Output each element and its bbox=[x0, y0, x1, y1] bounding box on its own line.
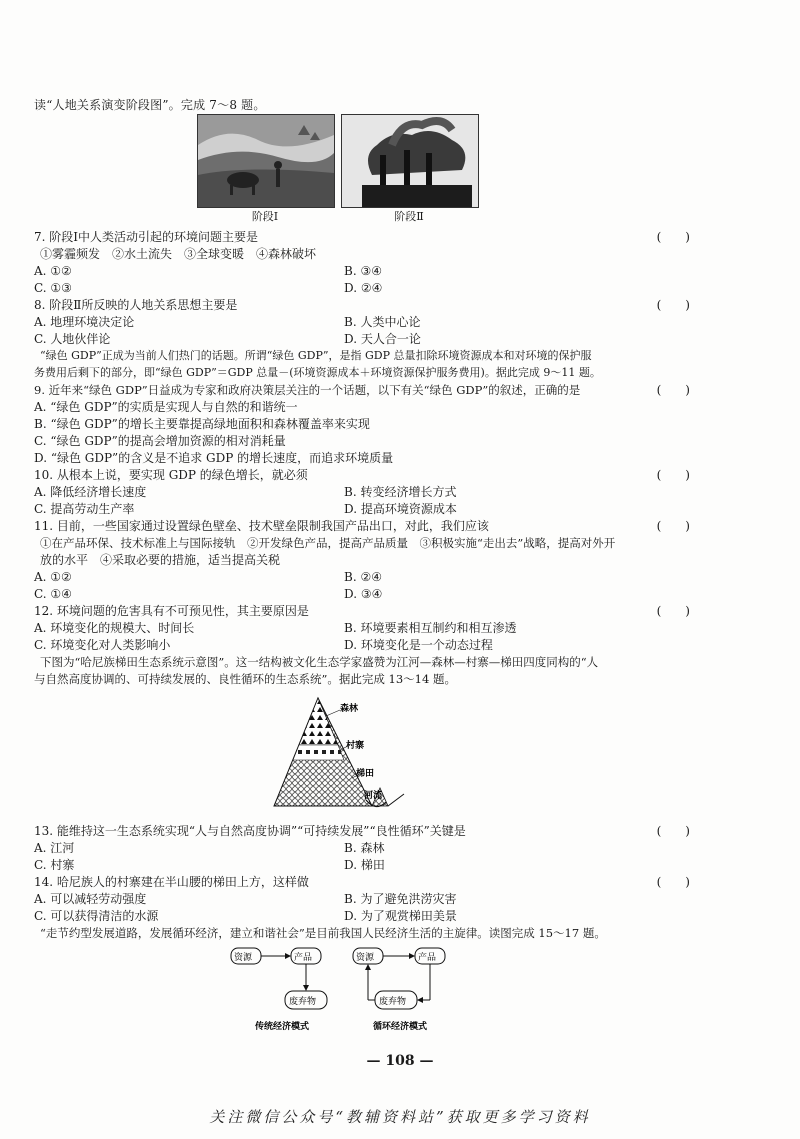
label-terrace: 梯田 bbox=[356, 769, 375, 779]
right-resource-label: 资源 bbox=[356, 953, 375, 963]
intro-9-11-line2: 务费用后剩下的部分，即“绿色 GDP”＝GDP 总量－(环境资源成本＋环境资源保护服务费用)。据此完成 9～11 题。 bbox=[34, 366, 601, 379]
economy-model-diagram bbox=[225, 943, 465, 1035]
intro-9-11-line1: “绿色 GDP”正成为当前人们热门的话题。所谓“绿色 GDP”，是指 GDP 总量扣除环境资源成本和对环境的保护服 bbox=[40, 349, 592, 362]
q8-option-a: A. 地理环境决定论 bbox=[34, 315, 135, 329]
q13-option-d: D. 梯田 bbox=[344, 858, 385, 872]
intro-7-8: 读“人地关系演变阶段图”。完成 7～8 题。 bbox=[34, 98, 266, 112]
q8-stem: 8. 阶段Ⅱ所反映的人地关系思想主要是 bbox=[34, 298, 238, 312]
q12-option-c: C. 环境变化对人类影响小 bbox=[34, 638, 171, 652]
terrace-ecosystem-diagram bbox=[268, 690, 410, 812]
q7-option-a: A. ①② bbox=[34, 264, 72, 278]
stage1-caption: 阶段Ⅰ bbox=[251, 210, 279, 223]
q12-option-b: B. 环境要素相互制约和相互渗透 bbox=[344, 621, 517, 635]
q14-option-d: D. 为了观赏梯田美景 bbox=[344, 909, 457, 923]
q13-stem: 13. 能维持这一生态系统实现“人与自然高度协调”“可持续发展”“良性循环”关键是 bbox=[34, 824, 466, 838]
q12-option-a: A. 环境变化的规模大、时间长 bbox=[34, 621, 195, 635]
q14-option-b: B. 为了避免洪涝灾害 bbox=[344, 892, 457, 906]
q13-option-c: C. 村寨 bbox=[34, 858, 75, 872]
q12-stem: 12. 环境问题的危害具有不可预见性，其主要原因是 bbox=[34, 604, 309, 618]
q14-paren: ( ) bbox=[656, 875, 690, 889]
left-product-label: 产品 bbox=[294, 953, 313, 963]
q7-option-c: C. ①③ bbox=[34, 281, 72, 295]
q11-extra-line1: ①在产品环保、技术标准上与国际接轨 ②开发绿色产品，提高产品质量 ③积极实施“走出去”战略，提高对外开 bbox=[40, 536, 616, 550]
right-model-caption: 循环经济模式 bbox=[373, 1022, 428, 1032]
q11-option-d: D. ③④ bbox=[344, 587, 383, 601]
q7-option-d: D. ②④ bbox=[344, 281, 383, 295]
q11-stem: 11. 目前，一些国家通过设置绿色壁垒、技术壁垒限制我国产品出口，对此，我们应该 bbox=[34, 519, 489, 533]
q11-paren: ( ) bbox=[656, 519, 690, 533]
q14-option-c: C. 可以获得清洁的水源 bbox=[34, 909, 159, 923]
label-village: 村寨 bbox=[346, 741, 365, 751]
q10-option-d: D. 提高环境资源成本 bbox=[344, 502, 457, 516]
q9-option-a: A. “绿色 GDP”的实质是实现人与自然的和谐统一 bbox=[34, 400, 298, 414]
q10-option-b: B. 转变经济增长方式 bbox=[344, 485, 457, 499]
page-number: — 108 — bbox=[366, 1053, 434, 1069]
left-resource-label: 资源 bbox=[234, 953, 253, 963]
q11-option-c: C. ①④ bbox=[34, 587, 72, 601]
q13-paren: ( ) bbox=[656, 824, 690, 838]
intro-13-14-line1: 下图为“哈尼族梯田生态系统示意图”。这一结构被文化生态学家盛赞为江河—森林—村寨—梯田四度同构的“人 bbox=[40, 655, 599, 669]
q14-stem: 14. 哈尼族人的村寨建在半山腰的梯田上方，这样做 bbox=[34, 875, 309, 889]
q7-stem: 7. 阶段Ⅰ中人类活动引起的环境问题主要是 bbox=[34, 230, 259, 244]
q11-extra-line2: 放的水平 ④采取必要的措施，适当提高关税 bbox=[40, 553, 281, 567]
q10-paren: ( ) bbox=[656, 468, 690, 482]
q13-option-b: B. 森林 bbox=[344, 841, 385, 855]
stage2-caption: 阶段Ⅱ bbox=[394, 210, 424, 223]
q9-option-d: D. “绿色 GDP”的含义是不追求 GDP 的增长速度，而追求环境质量 bbox=[34, 451, 394, 465]
q7-extra: ①雾霾频发 ②水土流失 ③全球变暖 ④森林破坏 bbox=[40, 247, 317, 261]
q7-option-b: B. ③④ bbox=[344, 264, 382, 278]
left-waste-label: 废弃物 bbox=[289, 997, 317, 1007]
q9-option-b: B. “绿色 GDP”的增长主要靠提高绿地面积和森林覆盖率来实现 bbox=[34, 417, 370, 431]
right-waste-label: 废弃物 bbox=[379, 997, 407, 1007]
stage2-photo bbox=[341, 114, 479, 208]
q12-paren: ( ) bbox=[656, 604, 690, 618]
q7-paren: ( ) bbox=[656, 230, 690, 244]
q11-option-b: B. ②④ bbox=[344, 570, 382, 584]
stage1-photo bbox=[197, 114, 335, 208]
left-model-caption: 传统经济模式 bbox=[255, 1022, 310, 1032]
right-product-label: 产品 bbox=[418, 953, 437, 963]
q10-option-a: A. 降低经济增长速度 bbox=[34, 485, 147, 499]
q8-option-d: D. 天人合一论 bbox=[344, 332, 421, 346]
q9-stem: 9. 近年来“绿色 GDP”日益成为专家和政府决策层关注的一个话题，以下有关“绿色 GDP”的叙述，正确的是 bbox=[34, 383, 581, 397]
q10-stem: 10. 从根本上说，要实现 GDP 的绿色增长，就必须 bbox=[34, 468, 308, 482]
label-river: 河流 bbox=[364, 791, 383, 801]
q12-option-d: D. 环境变化是一个动态过程 bbox=[344, 638, 493, 652]
q13-option-a: A. 江河 bbox=[34, 841, 75, 855]
intro-15-17: “走节约型发展道路，发展循环经济，建立和谐社会”是目前我国人民经济生活的主旋律。读图完成 15～17 题。 bbox=[40, 926, 606, 940]
q9-option-c: C. “绿色 GDP”的提高会增加资源的相对消耗量 bbox=[34, 434, 286, 448]
q10-option-c: C. 提高劳动生产率 bbox=[34, 502, 135, 516]
q11-option-a: A. ①② bbox=[34, 570, 72, 584]
q9-paren: ( ) bbox=[656, 383, 690, 397]
footer-note: 关注微信公众号“教辅资料站”获取更多学习资料 bbox=[209, 1108, 591, 1126]
q8-option-c: C. 人地伙伴论 bbox=[34, 332, 111, 346]
intro-13-14-line2: 与自然高度协调的、可持续发展的、良性循环的生态系统”。据此完成 13～14 题。 bbox=[34, 672, 456, 686]
q14-option-a: A. 可以减轻劳动强度 bbox=[34, 892, 147, 906]
q8-option-b: B. 人类中心论 bbox=[344, 315, 421, 329]
q8-paren: ( ) bbox=[656, 298, 690, 312]
label-forest: 森林 bbox=[340, 704, 359, 714]
